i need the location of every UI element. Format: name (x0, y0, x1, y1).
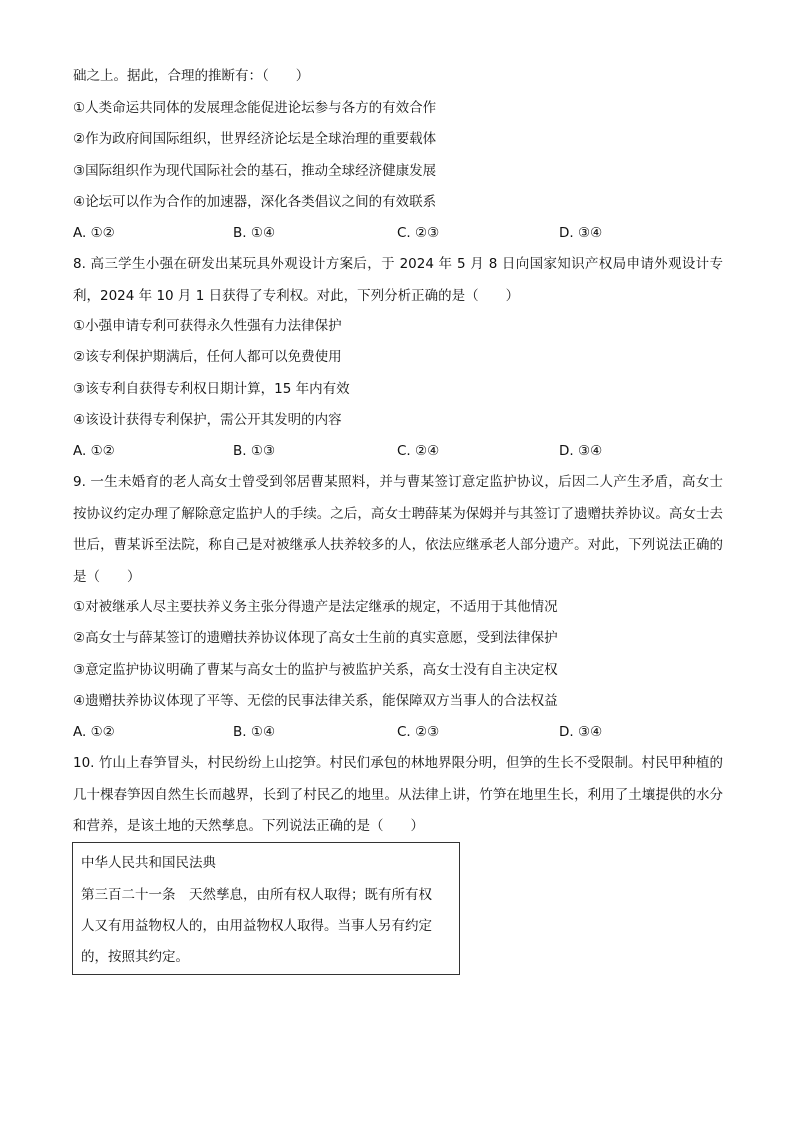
law-line-1: 第三百二十一条 天然孳息，由所有权人取得；既有所有权 (81, 887, 432, 903)
law-line-2: 人又有用益物权人的，由用益物权人取得。当事人另有约定 (81, 918, 432, 934)
q7-statement-1: ①人类命运共同体的发展理念能促进论坛参与各方的有效合作 (73, 100, 437, 116)
law-title: 中华人民共和国民法典 (81, 855, 216, 871)
q7-option-c[interactable]: C. ②③ (397, 225, 440, 241)
q7-options (73, 223, 733, 243)
q9-statement-1: ①对被继承人尽主要扶养义务主张分得遗产是法定继承的规定，不适用于其他情况 (73, 599, 558, 615)
q9-options (73, 722, 733, 742)
q8-option-c[interactable]: C. ②④ (397, 443, 440, 459)
q7-option-a[interactable]: A. ①② (73, 225, 115, 241)
q9-option-c[interactable]: C. ②③ (397, 724, 440, 740)
q7-statement-2: ②作为政府间国际组织，世界经济论坛是全球治理的重要载体 (73, 131, 437, 147)
q8-statement-4: ④该设计获得专利保护，需公开其发明的内容 (73, 412, 342, 428)
q9-option-a[interactable]: A. ①② (73, 724, 115, 740)
q7-option-d[interactable]: D. ③④ (559, 225, 603, 241)
q7-stem-continuation: 础之上。据此，合理的推断有：（ ） (73, 68, 310, 84)
q9-statement-2: ②高女士与薛某签订的遗赠扶养协议体现了高女士生前的真实意愿，受到法律保护 (73, 630, 558, 646)
q8-statement-2: ②该专利保护期满后，任何人都可以免费使用 (73, 349, 342, 365)
q8-option-d[interactable]: D. ③④ (559, 443, 603, 459)
q8-statement-1: ①小强申请专利可获得永久性强有力法律保护 (73, 318, 342, 334)
q9-statement-3: ③意定监护协议明确了曹某与高女士的监护与被监护关系，高女士没有自主决定权 (73, 662, 558, 678)
q8-statement-3: ③该专利自获得专利权日期计算，15 年内有效 (73, 381, 350, 397)
q8-option-a[interactable]: A. ①② (73, 443, 115, 459)
q7-statement-3: ③国际组织作为现代国际社会的基石，推动全球经济健康发展 (73, 163, 437, 179)
law-quote-box (72, 842, 460, 975)
law-line-3: 的，按照其约定。 (81, 949, 189, 965)
q7-statement-4: ④论坛可以作为合作的加速器，深化各类倡议之间的有效联系 (73, 194, 437, 210)
q7-option-b[interactable]: B. ①④ (233, 225, 276, 241)
q8-stem: 8. 高三学生小强在研发出某玩具外观设计方案后，于 2024 年 5 月 8 日向国家知识产权局申请外观设计专利，2024 年 10 月 1 日获得了专利权。对此，下列分析正确的是（ ） (73, 256, 723, 304)
q9-statement-4: ④遗赠扶养协议体现了平等、无偿的民事法律关系，能保障双方当事人的合法权益 (73, 693, 558, 709)
q9-option-b[interactable]: B. ①④ (233, 724, 276, 740)
q9-stem: 9. 一生未婚育的老人高女士曾受到邻居曹某照料，并与曹某签订意定监护协议，后因二人产生矛盾，高女士按协议约定办理了解除意定监护人的手续。之后，高女士聘薛某为保姆并与其签订了遗赠扶养协议。高女士去世后，曹某诉至法院，称自己是对被继承人扶养较多的人，依法应继承老人部分遗产。对此，下列说法正确的是（ ） (73, 474, 723, 585)
q9-option-d[interactable]: D. ③④ (559, 724, 603, 740)
q8-options (73, 441, 733, 461)
q8-option-b[interactable]: B. ①③ (233, 443, 276, 459)
q10-stem: 10. 竹山上春笋冒头，村民纷纷上山挖笋。村民们承包的林地界限分明，但笋的生长不受限制。村民甲种植的几十棵春笋因自然生长而越界，长到了村民乙的地里。从法律上讲，竹笋在地里生长，利用了土壤提供的水分和营养，是该土地的天然孳息。下列说法正确的是（ ） (73, 755, 723, 834)
